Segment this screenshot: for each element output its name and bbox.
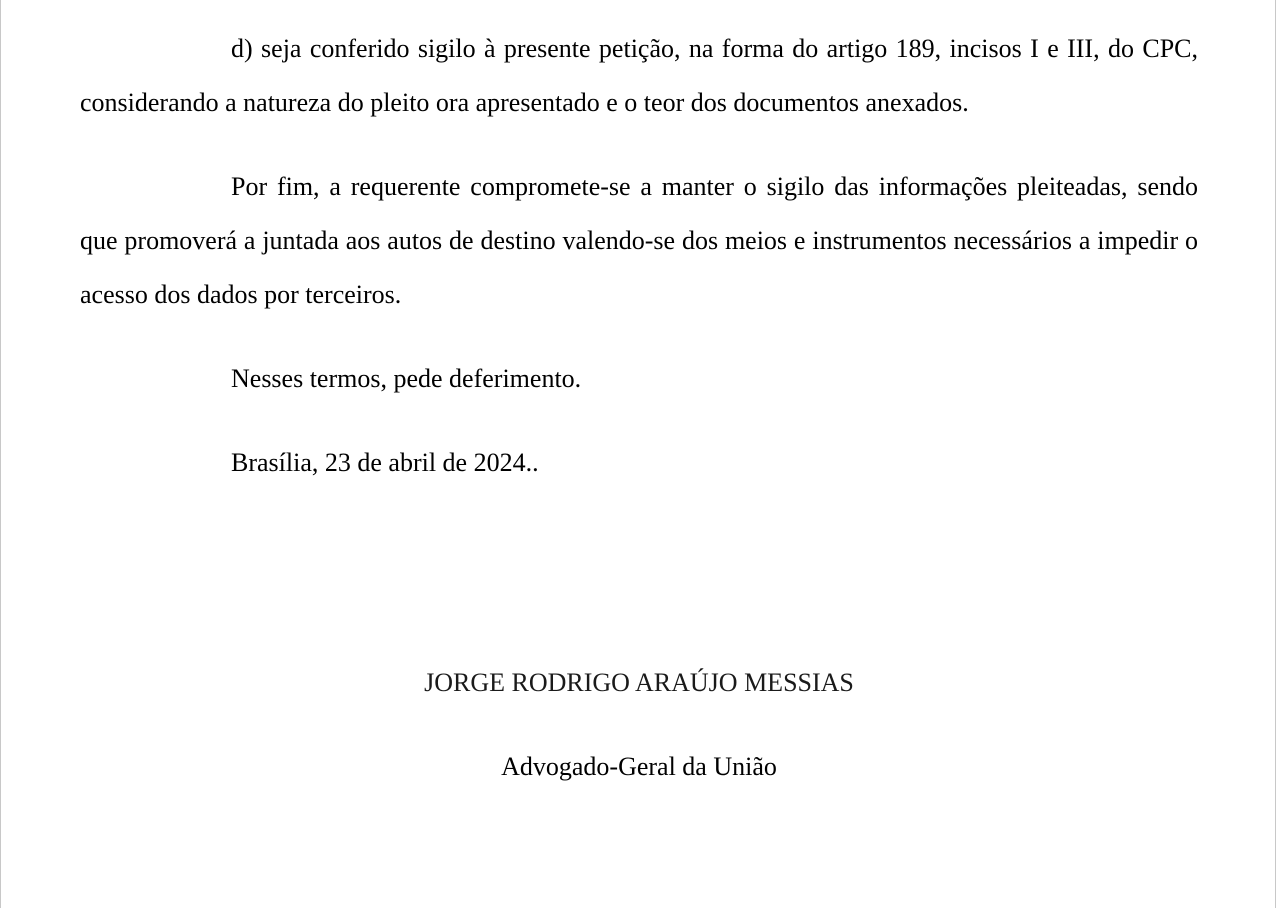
paragraph-date-place: Brasília, 23 de abril de 2024.. xyxy=(231,448,539,477)
document-body xyxy=(80,22,1198,490)
paragraph-commitment: Por fim, a requerente compromete-se a manter o sigilo das informações pleiteadas, sendo que promoverá a juntada aos autos de destino valendo-se dos meios e instrumentos necessários a impedir o acesso dos dados por terceiros. xyxy=(80,172,1198,309)
paragraph-closing: Nesses termos, pede deferimento. xyxy=(231,364,582,393)
paragraph-sigilo-request: d) seja conferido sigilo à presente petição, na forma do artigo 189, incisos I e III, do CPC, considerando a natureza do pleito ora apresentado e o teor dos documentos anexados. xyxy=(80,34,1198,117)
signature-name: JORGE RODRIGO ARAÚJO MESSIAS xyxy=(424,668,854,697)
signature-title: Advogado-Geral da União xyxy=(501,752,777,781)
